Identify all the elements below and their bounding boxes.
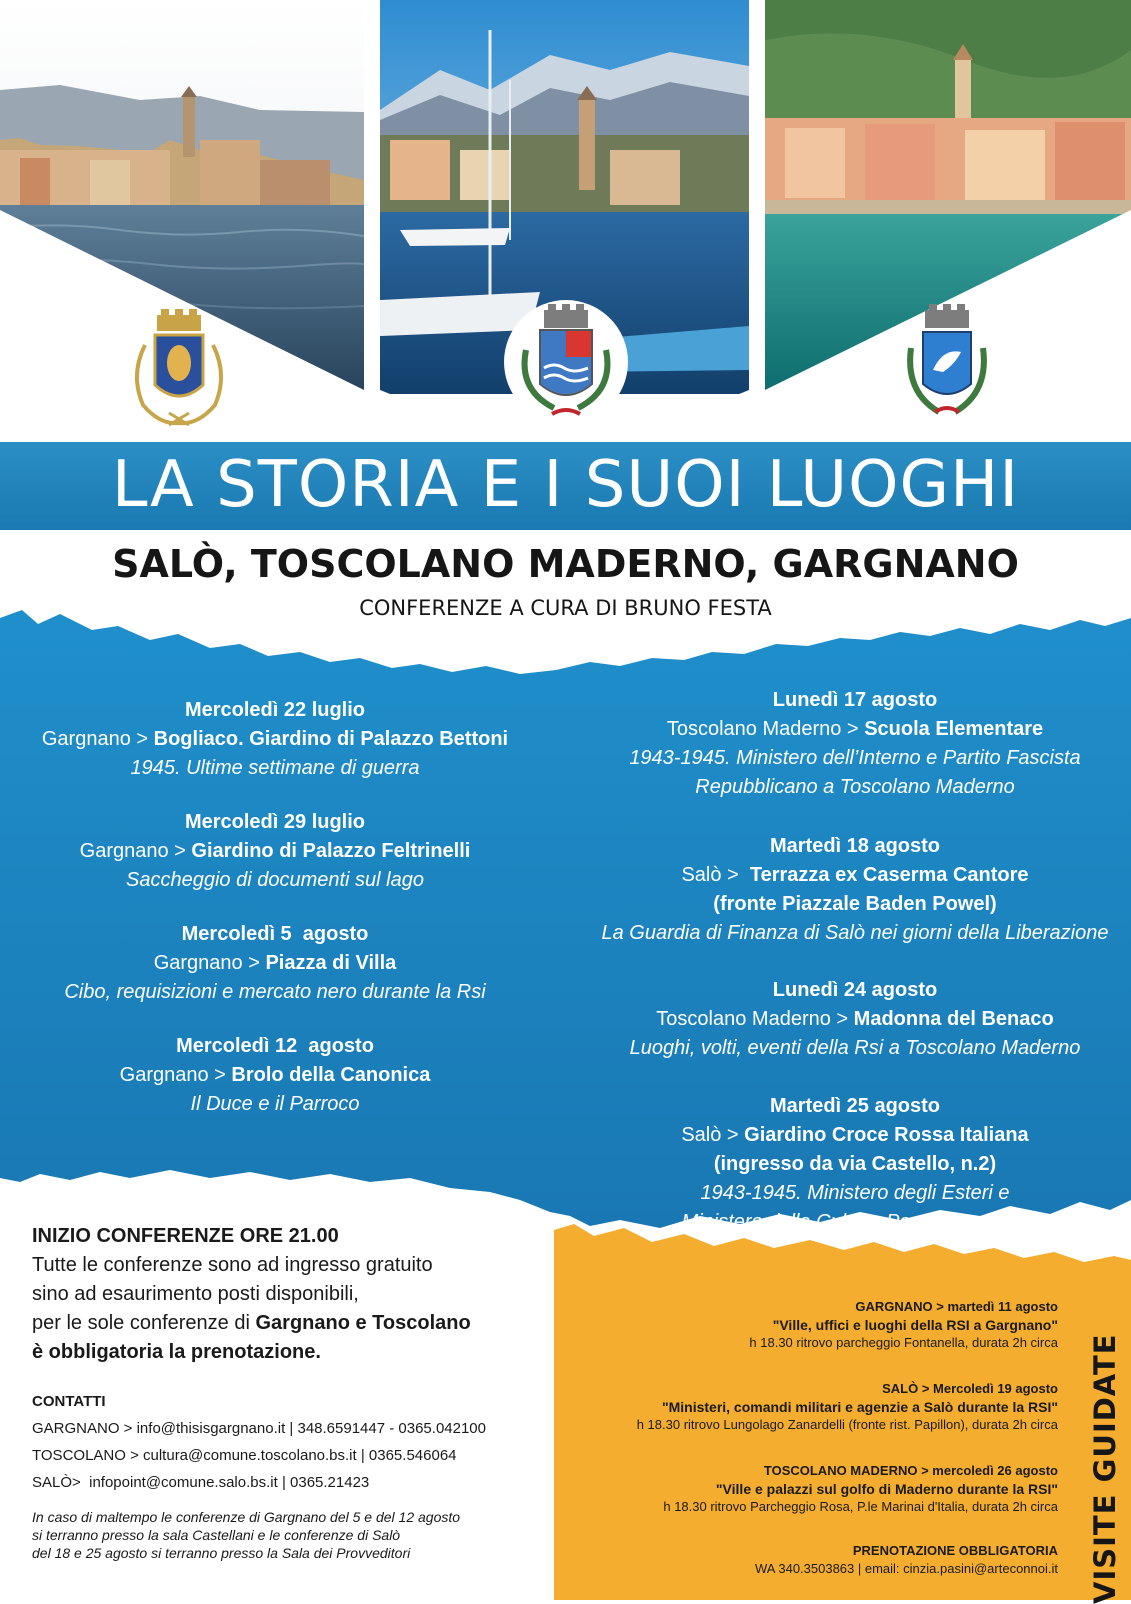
- contact-salo: SALÒ> infopoint@comune.salo.bs.it | 0365.21423: [32, 1474, 370, 1491]
- event-place: [590, 1121, 1120, 1150]
- event-date: Martedì 25 agosto: [769, 1095, 941, 1117]
- info-heading: INIZIO CONFERENZE ORE 21.00: [32, 1225, 339, 1247]
- event-town: Toscolano Maderno >: [656, 1008, 849, 1030]
- event-24-agosto: [590, 976, 1120, 1063]
- event-date: Mercoledì 5 agosto: [181, 923, 369, 945]
- event-17-agosto: [590, 686, 1120, 802]
- event-venue: Bogliaco. Giardino di Palazzo Bettoni: [153, 728, 509, 750]
- contacts-heading: CONTATTI: [32, 1393, 106, 1410]
- event-town: Salò >: [681, 864, 739, 886]
- event-place: [10, 837, 540, 866]
- event-date: Mercoledì 22 luglio: [184, 699, 366, 721]
- event-topic: La Guardia di Finanza di Salò nei giorni della Liberazione: [601, 922, 1109, 944]
- event-topic: Cibo, requisizioni e mercato nero durante la Rsi: [64, 981, 486, 1003]
- event-venue: Giardino Croce Rossa Italiana: [744, 1124, 1029, 1146]
- event-place-line2: [590, 890, 1120, 919]
- event-town: Salò >: [681, 1124, 739, 1146]
- event-place: [10, 949, 540, 978]
- tour-when: SALÒ > Mercoledì 19 agosto: [882, 1381, 1058, 1396]
- event-venue: Terrazza ex Caserma Cantore: [749, 864, 1029, 886]
- event-place: [10, 725, 540, 754]
- visite-guidate-label: VISITE GUIDATE: [1088, 1333, 1122, 1604]
- event-venue-detail: (ingresso da via Castello, n.2): [713, 1153, 997, 1175]
- info-block: [32, 1222, 532, 1367]
- event-29-luglio: [10, 808, 540, 895]
- info-text: per le sole conferenze di: [32, 1312, 250, 1334]
- tour-when: TOSCOLANO MADERNO > mercoledì 26 agosto: [763, 1463, 1058, 1478]
- info-line: Tutte le conferenze sono ad ingresso gratuito: [32, 1254, 433, 1276]
- event-18-agosto: [590, 832, 1120, 948]
- tour-title: "Ville, uffici e luoghi della RSI a Gargnano": [772, 1317, 1058, 1333]
- booking-contact: WA 340.3503863 | email: cinzia.pasini@arteconnoi.it: [755, 1561, 1058, 1576]
- event-topic: 1943-1945. Ministero dell’Interno e Partito Fascista: [629, 747, 1081, 769]
- coat-of-arms-gargnano: [899, 300, 995, 425]
- event-town: Toscolano Maderno >: [666, 718, 859, 740]
- info-line: [32, 1309, 532, 1338]
- event-date: Lunedì 17 agosto: [772, 689, 938, 711]
- event-22-luglio: [10, 696, 540, 783]
- event-25-agosto: [590, 1092, 1120, 1237]
- note-line: del 18 e 25 agosto si terranno presso la Sala dei Provveditori: [32, 1545, 411, 1561]
- tour-booking: [570, 1542, 1058, 1578]
- tour-title: "Ministeri, comandi militari e agenzie a Salò durante la RSI": [661, 1399, 1058, 1415]
- event-date: Mercoledì 29 luglio: [184, 811, 366, 833]
- event-place: [590, 1005, 1120, 1034]
- coat-of-arms-toscolano: [504, 300, 628, 424]
- contact-gargnano: GARGNANO > info@thisisgargnano.it | 348.6591447 - 0365.042100: [32, 1420, 486, 1437]
- event-date: Lunedì 24 agosto: [772, 979, 938, 1001]
- event-place: [590, 715, 1120, 744]
- info-line: sino ad esaurimento posti disponibili,: [32, 1283, 359, 1305]
- event-topic: 1945. Ultime settimane di guerra: [130, 757, 420, 779]
- event-topic: Il Duce e il Parroco: [190, 1093, 360, 1115]
- event-12-agosto: [10, 1032, 540, 1119]
- event-topic-line2: Ministero della Cultura Popolare a Salò: [681, 1211, 1029, 1233]
- note-line: si terranno presso la sala Castellani e le conferenze di Salò: [32, 1527, 401, 1543]
- event-venue: Scuola Elementare: [864, 718, 1044, 740]
- tour-gargnano: [570, 1298, 1058, 1352]
- coat-of-arms-salo: [125, 305, 233, 430]
- event-town: Gargnano >: [79, 840, 186, 862]
- tour-details: h 18.30 ritrovo Parcheggio Rosa, P.le Marinai d'Italia, durata 2h circa: [663, 1499, 1058, 1514]
- byline: CONFERENZE A CURA DI BRUNO FESTA: [359, 596, 772, 620]
- page-title: LA STORIA E I SUOI LUOGHI: [111, 448, 1020, 522]
- event-topic: 1943-1945. Ministero degli Esteri e: [700, 1182, 1010, 1204]
- event-place: [10, 1061, 540, 1090]
- event-topic: Saccheggio di documenti sul lago: [126, 869, 424, 891]
- tour-details: h 18.30 ritrovo parcheggio Fontanella, durata 2h circa: [749, 1335, 1058, 1350]
- note-line: In caso di maltempo le conferenze di Gargnano del 5 e del 12 agosto: [32, 1509, 461, 1525]
- page-subtitle: SALÒ, TOSCOLANO MADERNO, GARGNANO: [112, 542, 1019, 586]
- tour-salo: [570, 1380, 1058, 1434]
- event-town: Gargnano >: [119, 1064, 226, 1086]
- event-venue-detail: (fronte Piazzale Baden Powel): [713, 893, 997, 915]
- tour-title: "Ville e palazzi sul golfo di Maderno durante la RSI": [715, 1481, 1058, 1497]
- event-date: Mercoledì 12 agosto: [176, 1035, 374, 1057]
- contacts-block: [32, 1388, 552, 1496]
- booking-heading: PRENOTAZIONE OBBLIGATORIA: [852, 1543, 1058, 1558]
- event-venue: Madonna del Benaco: [853, 1008, 1054, 1030]
- contact-toscolano: TOSCOLANO > cultura@comune.toscolano.bs.it | 0365.546064: [32, 1447, 457, 1464]
- event-date: Martedì 18 agosto: [769, 835, 941, 857]
- event-topic-line2: Repubblicano a Toscolano Maderno: [695, 776, 1015, 798]
- event-place: [590, 861, 1120, 890]
- info-line: [32, 1338, 532, 1367]
- event-place-line2: [590, 1150, 1120, 1179]
- tour-details: h 18.30 ritrovo Lungolago Zanardelli (fronte rist. Papillon), durata 2h circa: [636, 1417, 1058, 1432]
- event-venue: Brolo della Canonica: [231, 1064, 431, 1086]
- tour-toscolano: [570, 1462, 1058, 1516]
- event-5-agosto: [10, 920, 540, 1007]
- event-town: Gargnano >: [41, 728, 149, 750]
- event-venue: Giardino di Palazzo Feltrinelli: [191, 840, 471, 862]
- event-topic: Luoghi, volti, eventi della Rsi a Toscolano Maderno: [629, 1037, 1081, 1059]
- bad-weather-note: [32, 1508, 552, 1562]
- tour-when: GARGNANO > martedì 11 agosto: [855, 1299, 1058, 1314]
- event-town: Gargnano >: [153, 952, 260, 974]
- info-bold-text: è obbligatoria la prenotazione.: [32, 1341, 321, 1363]
- info-bold-text: Gargnano e Toscolano: [255, 1312, 471, 1334]
- event-venue: Piazza di Villa: [265, 952, 397, 974]
